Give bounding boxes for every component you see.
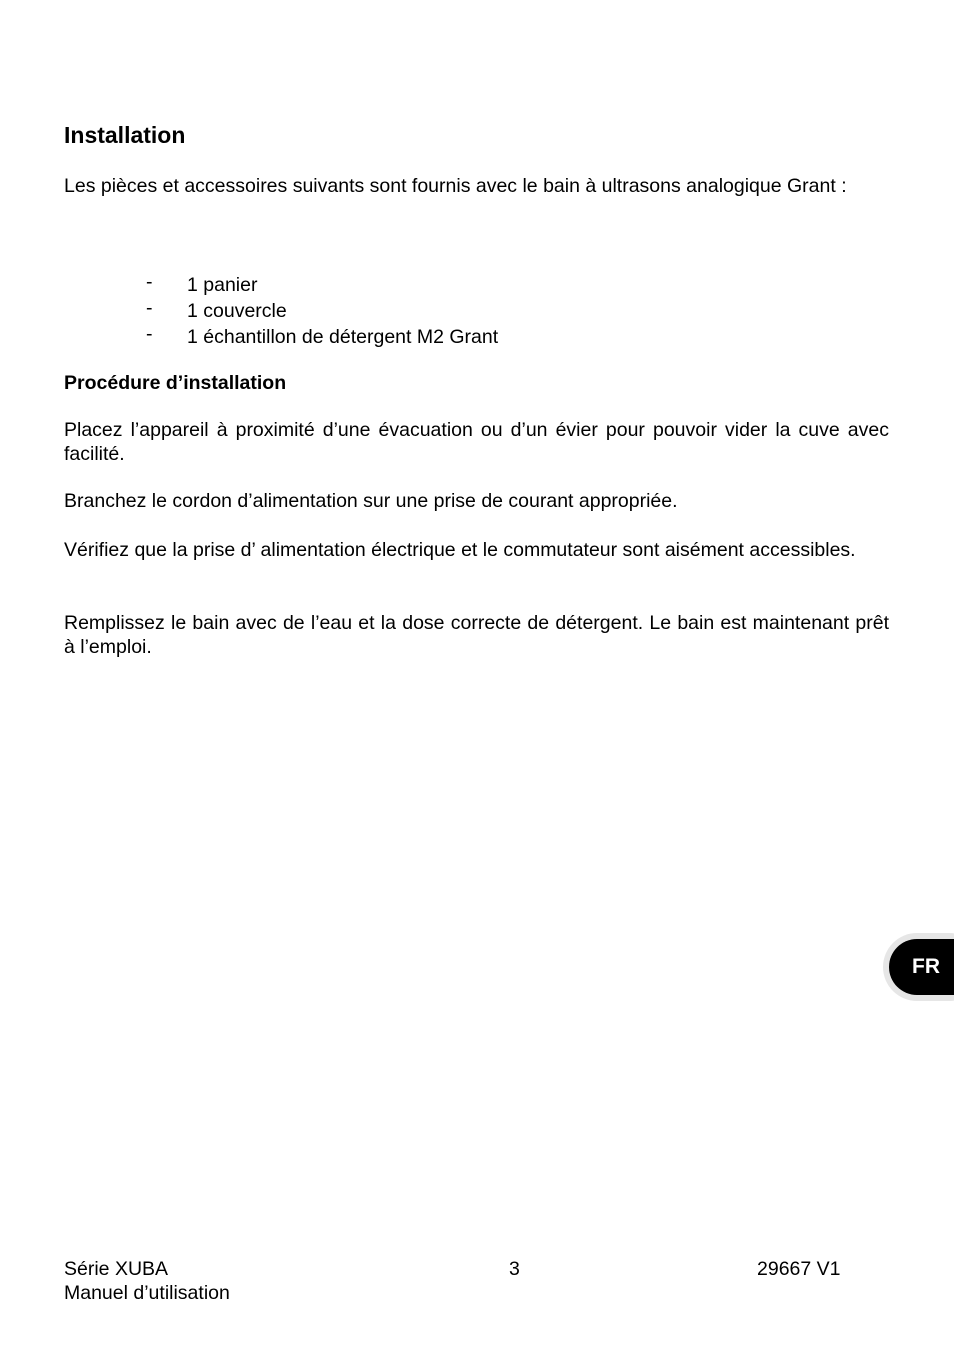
footer-series: Série XUBA: [64, 1258, 169, 1280]
list-item: [146, 298, 498, 324]
footer-manual: Manuel d’utilisation: [64, 1282, 230, 1304]
page-title: Installation: [64, 122, 186, 148]
list-bullet: -: [146, 271, 153, 293]
footer-left: [64, 1257, 230, 1305]
procedure-paragraph: Vérifiez que la prise d’ alimentation électrique et le commutateur sont aisément accessibles.: [64, 539, 856, 561]
intro-paragraph: Les pièces et accessoires suivants sont fournis avec le bain à ultrasons analogique Grant :: [64, 175, 847, 197]
page-number: 3: [509, 1258, 520, 1280]
list-item: [146, 272, 498, 298]
language-tab-label: FR: [912, 955, 940, 978]
list-item-text: 1 panier: [187, 274, 258, 296]
list-item: [146, 324, 498, 350]
procedure-paragraph: Remplissez le bain avec de l’eau et la dose correcte de détergent. Le bain est maintenant prêt à l’emploi.: [64, 612, 889, 658]
procedure-paragraph: Branchez le cordon d’alimentation sur une prise de courant appropriée.: [64, 490, 678, 512]
list-bullet: -: [146, 297, 153, 319]
list-bullet: -: [146, 323, 153, 345]
procedure-paragraph: Placez l’appareil à proximité d’une évacuation ou d’un évier pour pouvoir vider la cuve avec facilité.: [64, 419, 889, 465]
procedure-heading: Procédure d’installation: [64, 372, 287, 394]
supplied-items-list: [146, 272, 498, 350]
list-item-text: 1 couvercle: [187, 300, 287, 322]
list-item-text: 1 échantillon de détergent M2 Grant: [187, 326, 499, 348]
document-code: 29667 V1: [757, 1258, 841, 1280]
